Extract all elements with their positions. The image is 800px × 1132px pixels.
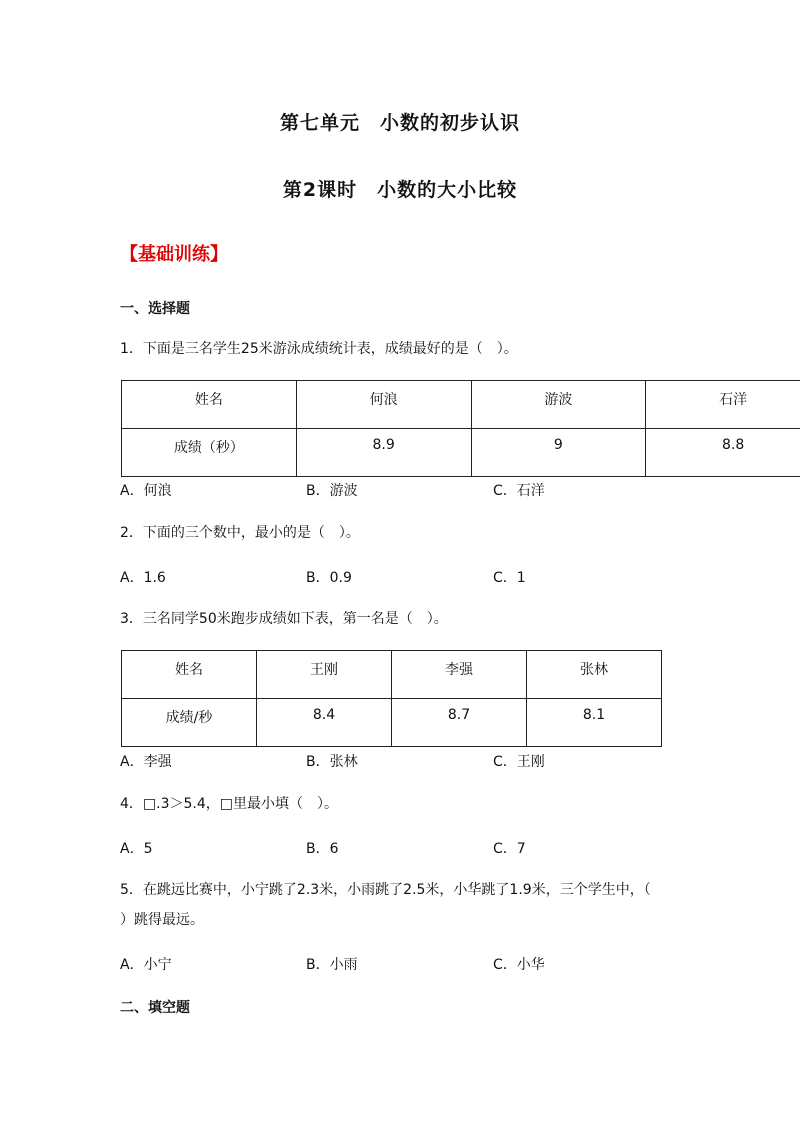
table-cell: 李强 [392, 651, 527, 699]
q3-option-c[interactable]: C．王刚 [493, 754, 545, 770]
table-cell: 游波 [471, 381, 646, 429]
q1-table [121, 380, 800, 477]
lesson-title: 第2课时 小数的大小比较 [282, 179, 518, 201]
part-heading-fill-blank: 二、填空题 [120, 1000, 190, 1016]
q1-option-b[interactable]: B．游波 [306, 483, 358, 499]
question-1: 1．下面是三名学生25米游泳成绩统计表，成绩最好的是（ ）。 [120, 341, 518, 357]
q2-option-c[interactable]: C．1 [493, 570, 526, 586]
table-cell: 8.9 [296, 429, 471, 477]
table-cell: 8.1 [527, 699, 662, 747]
table-cell: 张林 [527, 651, 662, 699]
q4-option-b[interactable]: B．6 [306, 841, 339, 857]
table-cell: 成绩（秒） [122, 429, 297, 477]
table-cell: 8.7 [392, 699, 527, 747]
table-cell: 石洋 [646, 381, 800, 429]
question-2: 2．下面的三个数中，最小的是（ ）。 [120, 525, 360, 541]
q5-option-a[interactable]: A．小宁 [120, 957, 172, 973]
question-4: 4．□.3＞5.4，□里最小填（ ）。 [120, 796, 338, 812]
question-5-line-1: 5．在跳远比赛中，小宁跳了2.3米，小雨跳了2.5米，小华跳了1.9米，三个学生中，（ [120, 882, 651, 898]
question-3: 3．三名同学50米跑步成绩如下表，第一名是（ ）。 [120, 611, 448, 627]
q2-option-a[interactable]: A．1.6 [120, 570, 166, 586]
q3-option-b[interactable]: B．张林 [306, 754, 358, 770]
table-cell: 8.4 [257, 699, 392, 747]
table-cell: 成绩/秒 [122, 699, 257, 747]
q2-option-b[interactable]: B．0.9 [306, 570, 352, 586]
q1-option-a[interactable]: A．何浪 [120, 483, 172, 499]
table-cell: 姓名 [122, 651, 257, 699]
table-cell: 姓名 [122, 381, 297, 429]
table-cell: 何浪 [296, 381, 471, 429]
q4-option-a[interactable]: A．5 [120, 841, 153, 857]
q5-option-b[interactable]: B．小雨 [306, 957, 358, 973]
unit-title: 第七单元 小数的初步认识 [279, 112, 520, 134]
q3-option-a[interactable]: A．李强 [120, 754, 172, 770]
table-cell: 王刚 [257, 651, 392, 699]
q4-option-c[interactable]: C．7 [493, 841, 526, 857]
part-heading-choice: 一、选择题 [120, 301, 190, 317]
q5-option-c[interactable]: C．小华 [493, 957, 545, 973]
q3-table [121, 650, 662, 747]
question-5-line-2: ）跳得最远。 [120, 912, 204, 928]
q1-option-c[interactable]: C．石洋 [493, 483, 545, 499]
section-basic-training: 【基础训练】 [120, 244, 228, 265]
table-cell: 9 [471, 429, 646, 477]
table-cell: 8.8 [646, 429, 800, 477]
